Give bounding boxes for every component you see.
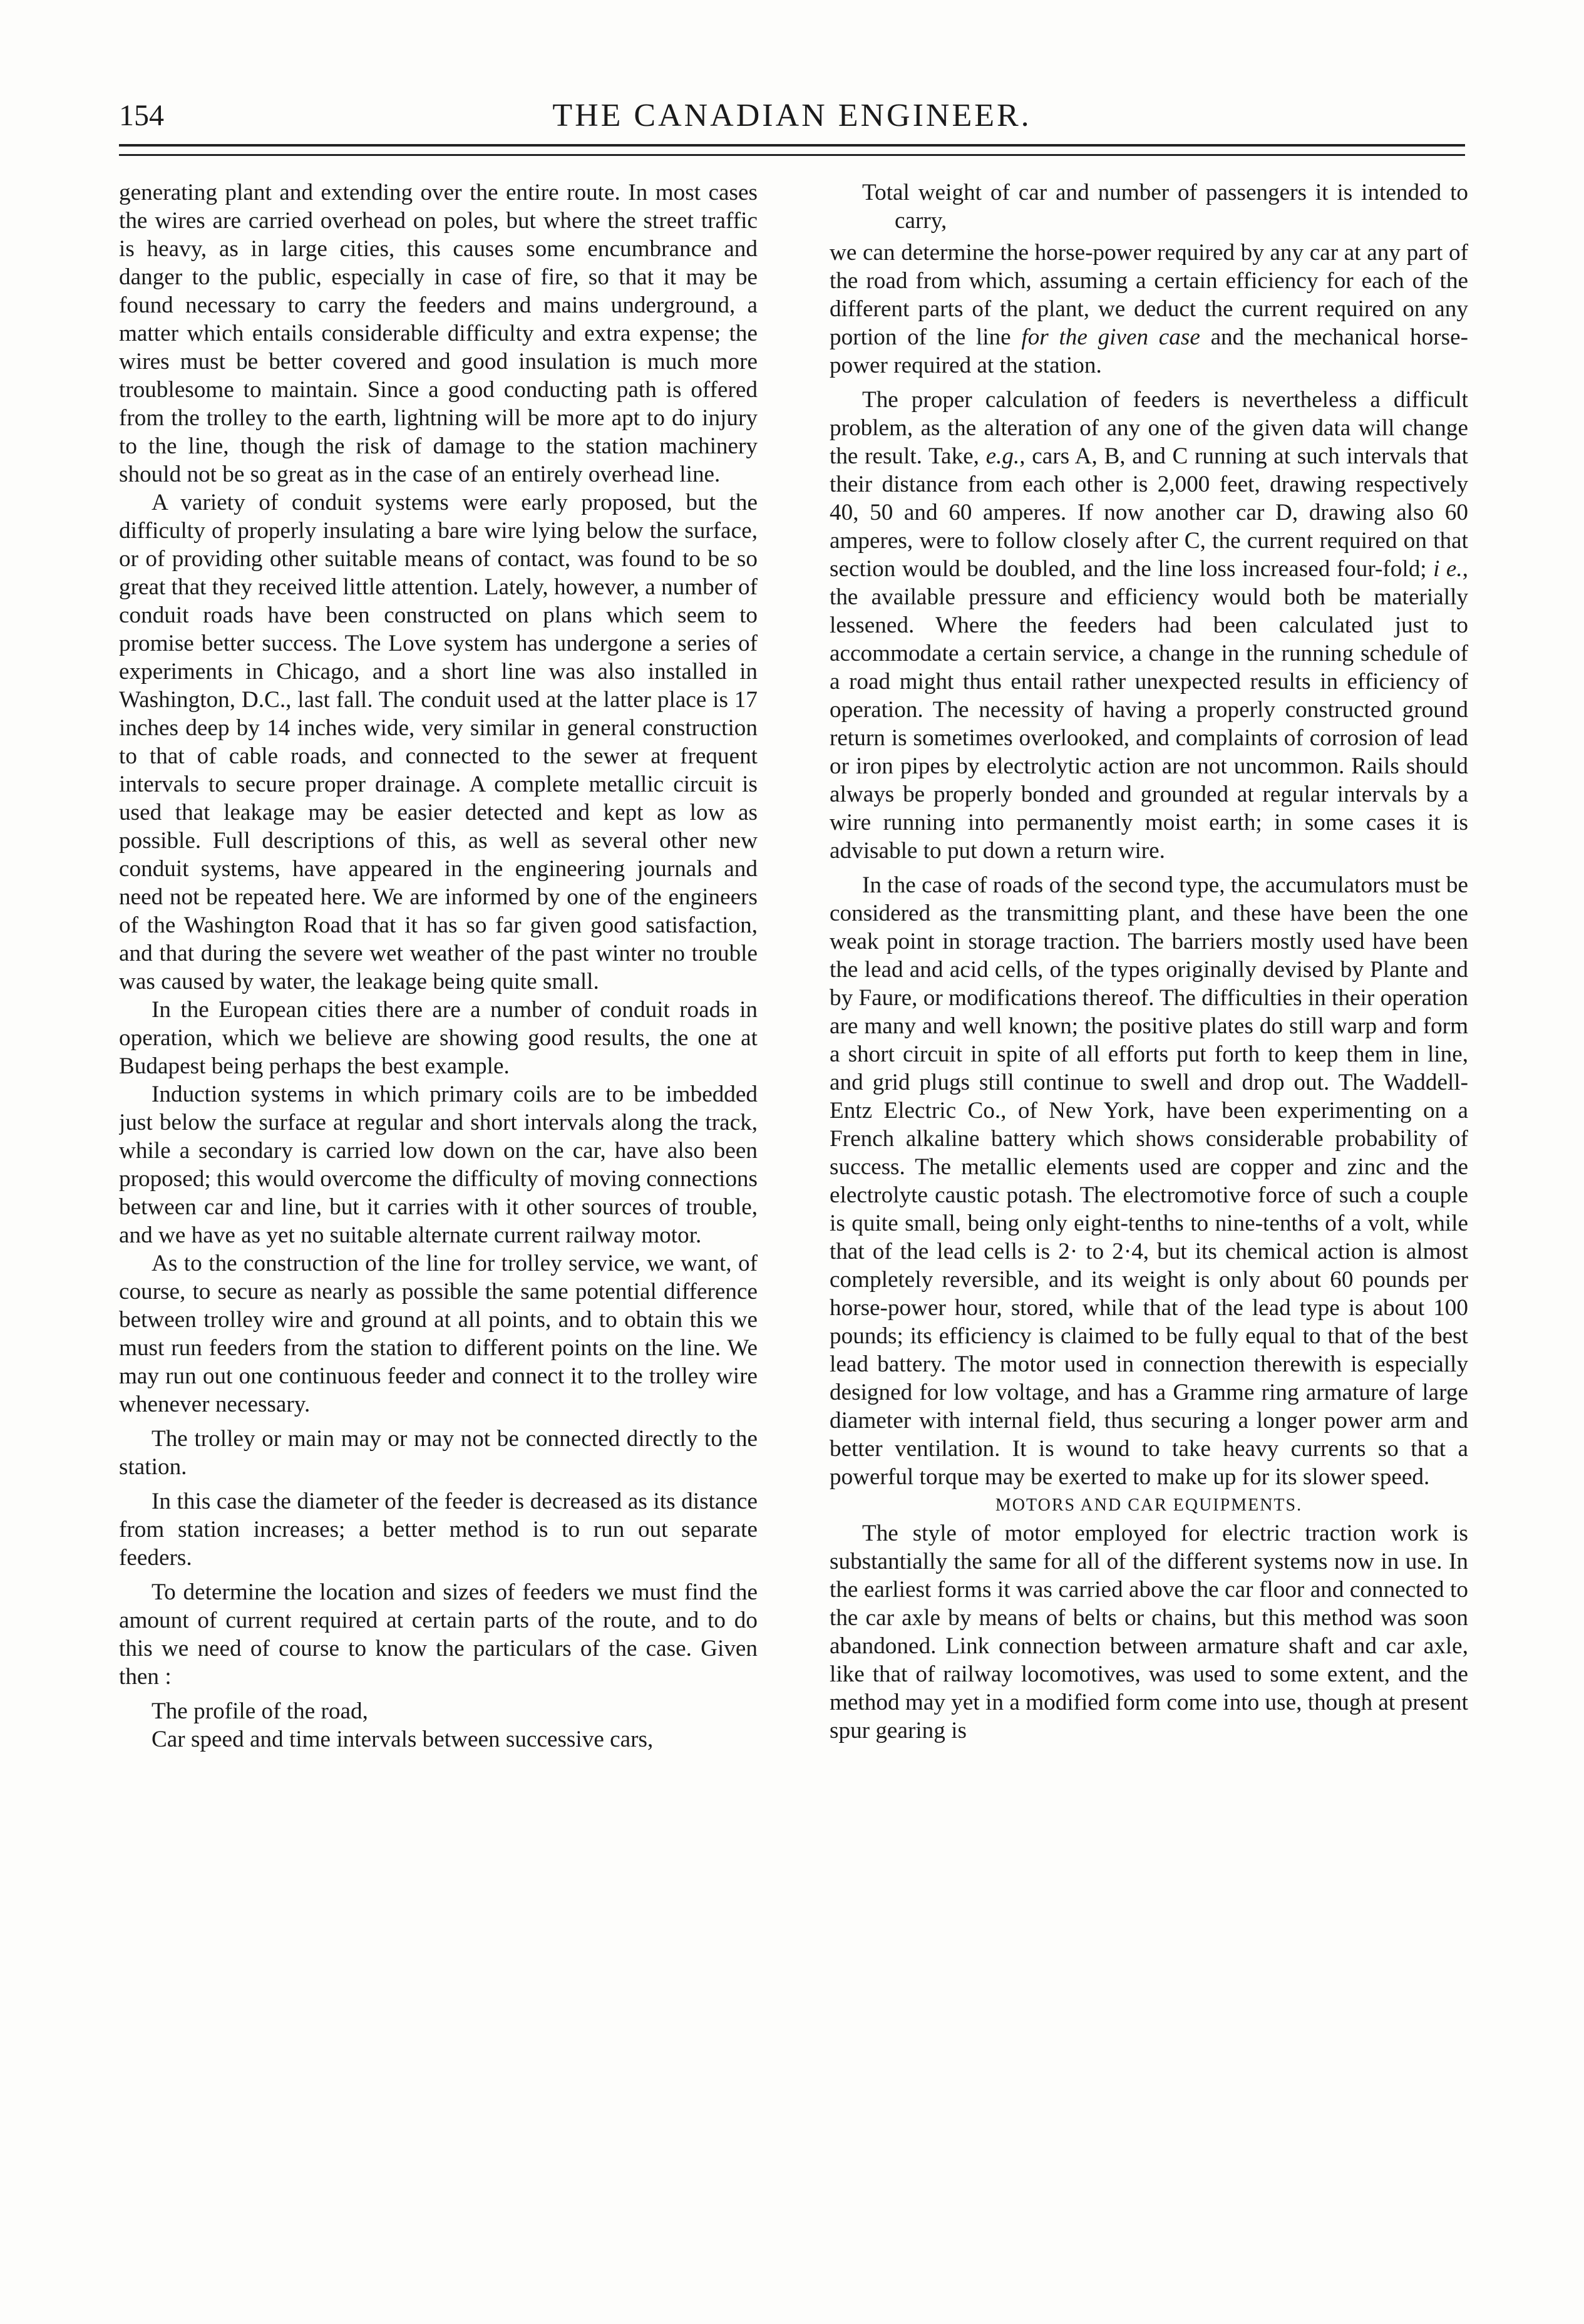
journal-title: THE CANADIAN ENGINEER. bbox=[552, 98, 1032, 133]
paragraph: The trolley or main may or may not be connected directly to the station. bbox=[119, 1426, 758, 1480]
page-number: 154 bbox=[119, 99, 164, 132]
header-rule-bottom bbox=[119, 154, 1465, 156]
paragraph: To determine the location and sizes of feeders we must find the amount of current required at certain parts of the route, and to do this we need of course to know the particulars of the case. Given then : bbox=[119, 1579, 758, 1690]
paragraph-text: , the available pressure and efficiency would both be materially lessened. Where the feeders had been calculated just to accommodate a certain service, a change in the running schedule of a road might thus entail rather unexpected results in efficiency of operation. The necessity of having a properly constructed ground return is sometimes overlooked, and complaints of corrosion of lead or iron pipes by electrolytic action are not uncommon. Rails should always be properly bonded and grounded at regular intervals by a wire running into permanently moist earth; in some cases it is advisable to put down a return wire. bbox=[830, 556, 1468, 864]
paragraph: A variety of conduit systems were early proposed, but the difficulty of properly insulating a bare wire lying below the surface, or of providing other suitable means of contact, was found to be so great that they received little attention. Lately, however, a number of conduit roads have been constructed on plans which seem to promise better success. The Love system has undergone a series of experiments in Chicago, and a short line was also installed in Washington, D.C., last fall. The conduit used at the latter place is 17 inches deep by 14 inches wide, very similar in general construction to that of cable roads, and connected to the sewer at frequent intervals to secure proper drainage. A complete metallic circuit is used that leakage may be easier detected and kept as low as possible. Full descriptions of this, as well as several other new conduit systems, have appeared in the engineering journals and need not be repeated here. We are informed by one of the engineers of the Washington Road that it has so far given good satisfaction, and that during the severe wet weather of the past winter no trouble was caused by water, the leakage being quite small. bbox=[119, 490, 758, 994]
list-item: Total weight of car and number of passengers it is intended to carry, bbox=[862, 180, 1468, 234]
paragraph: As to the construction of the line for trolley service, we want, of course, to secure as nearly as possible the same potential difference between trolley wire and ground at all points, and to obtain this we must run feeders from the station to different points on the line. We may run out one continuous feeder and connect it to the trolley wire whenever necessary. bbox=[119, 1251, 758, 1417]
paragraph bbox=[830, 386, 1468, 865]
section-heading: MOTORS AND CAR EQUIPMENTS. bbox=[995, 1495, 1303, 1515]
paragraph-text: The proper calculation of feeders is nevertheless a difficult problem, as the alteration of any one of the given data will change the result. Take, bbox=[830, 387, 1468, 469]
list-item: Car speed and time intervals between successive cars, bbox=[152, 1727, 654, 1752]
page-header bbox=[119, 88, 1465, 144]
right-column bbox=[830, 178, 1468, 2301]
paragraph-text: we can determine the horse-power required by any car at any part of the road from which, assuming a certain efficiency for each of the different parts of the plant, we deduct the current required on any portion of the line bbox=[830, 240, 1468, 350]
paragraph: In the European cities there are a number of conduit roads in operation, which we believe are showing good results, the one at Budapest being perhaps the best example. bbox=[119, 997, 758, 1079]
paragraph bbox=[830, 239, 1468, 380]
paragraph: In the case of roads of the second type, the accumulators must be considered as the transmitting plant, and these have been the one weak point in storage traction. The barriers mostly used have been the lead and acid cells, of the types originally devised by Plante and by Faure, or modifications thereof. The difficulties in their operation are many and well known; the positive plates do still warp and form a short circuit in spite of all efforts put forth to keep them in line, and grid plugs still continue to swell and drop out. The Waddell-Entz Electric Co., of New York, have been experimenting on a French alkaline battery which shows considerable probability of success. The metallic elements used are copper and zinc and the electrolyte caustic potash. The electromotive force of such a couple is quite small, being only eight-tenths to nine-tenths of a volt, while that of the lead cells is 2· to 2·4, but its chemical action is almost completely reversible, and its weight is only about 60 pounds per horse-power hour, stored, while that of the lead type is about 100 pounds; its efficiency is claimed to be fully equal to that of the best lead battery. The motor used in connection therewith is especially designed for low voltage, and has a Gramme ring armature of large diameter with internal field, thus securing a longer power arm and better ventilation. It is wound to take heavy currents so that a powerful torque may be exerted to make up for its slower speed. bbox=[830, 872, 1468, 1490]
header-rule-top bbox=[119, 144, 1465, 147]
emphasis: e.g. bbox=[985, 443, 1020, 469]
emphasis: for the given case bbox=[1021, 324, 1200, 350]
paragraph-text: , cars A, B, and C running at such intervals that their distance from each other is 2,000 feet, drawing respectively 40, 50 and 60 amperes. If now another car D, drawing also 60 amperes, were to follow closely after C, the current required on that section would be doubled, and the line loss increased four-fold; bbox=[830, 443, 1468, 582]
paragraph: In this case the diameter of the feeder is decreased as its distance from station increases; a better method is to run out separate feeders. bbox=[119, 1489, 758, 1571]
paragraph: The style of motor employed for electric traction work is substantially the same for all of the different systems now in use. In the earliest forms it was carried above the car floor and connected to the car axle by means of belts or chains, but this method was soon abandoned. Link connection between armature shaft and car axle, like that of railway locomotives, was used to some extent, and the method may yet in a modified form come into use, though at present spur gearing is bbox=[830, 1521, 1468, 1743]
left-column bbox=[119, 178, 758, 2301]
paragraph: Induction systems in which primary coils are to be imbedded just below the surface at regular and short intervals along the track, while a secondary is carried low down on the car, have also been proposed; this would overcome the difficulty of moving connections between car and line, but it carries with it other sources of trouble, and we have as yet no suitable alternate current railway motor. bbox=[119, 1082, 758, 1248]
emphasis: i e. bbox=[1433, 556, 1463, 582]
paragraph: generating plant and extending over the entire route. In most cases the wires are carried overhead on poles, but where the street traffic is heavy, as in large cities, this causes some encumbrance and danger to the public, especially in case of fire, so that it may be found necessary to carry the feeders and mains underground, a matter which entails considerable difficulty and extra expense; the wires must be better covered and good insulation is much more troublesome to maintain. Since a good conducting path is offered from the trolley to the earth, lightning will be more apt to do injury to the line, though the risk of damage to the station machinery should not be so great as in the case of an entirely overhead line. bbox=[119, 180, 758, 487]
list-item: The profile of the road, bbox=[152, 1698, 368, 1724]
paragraph-text: and the mechanical horse-power required at the station. bbox=[830, 324, 1468, 378]
